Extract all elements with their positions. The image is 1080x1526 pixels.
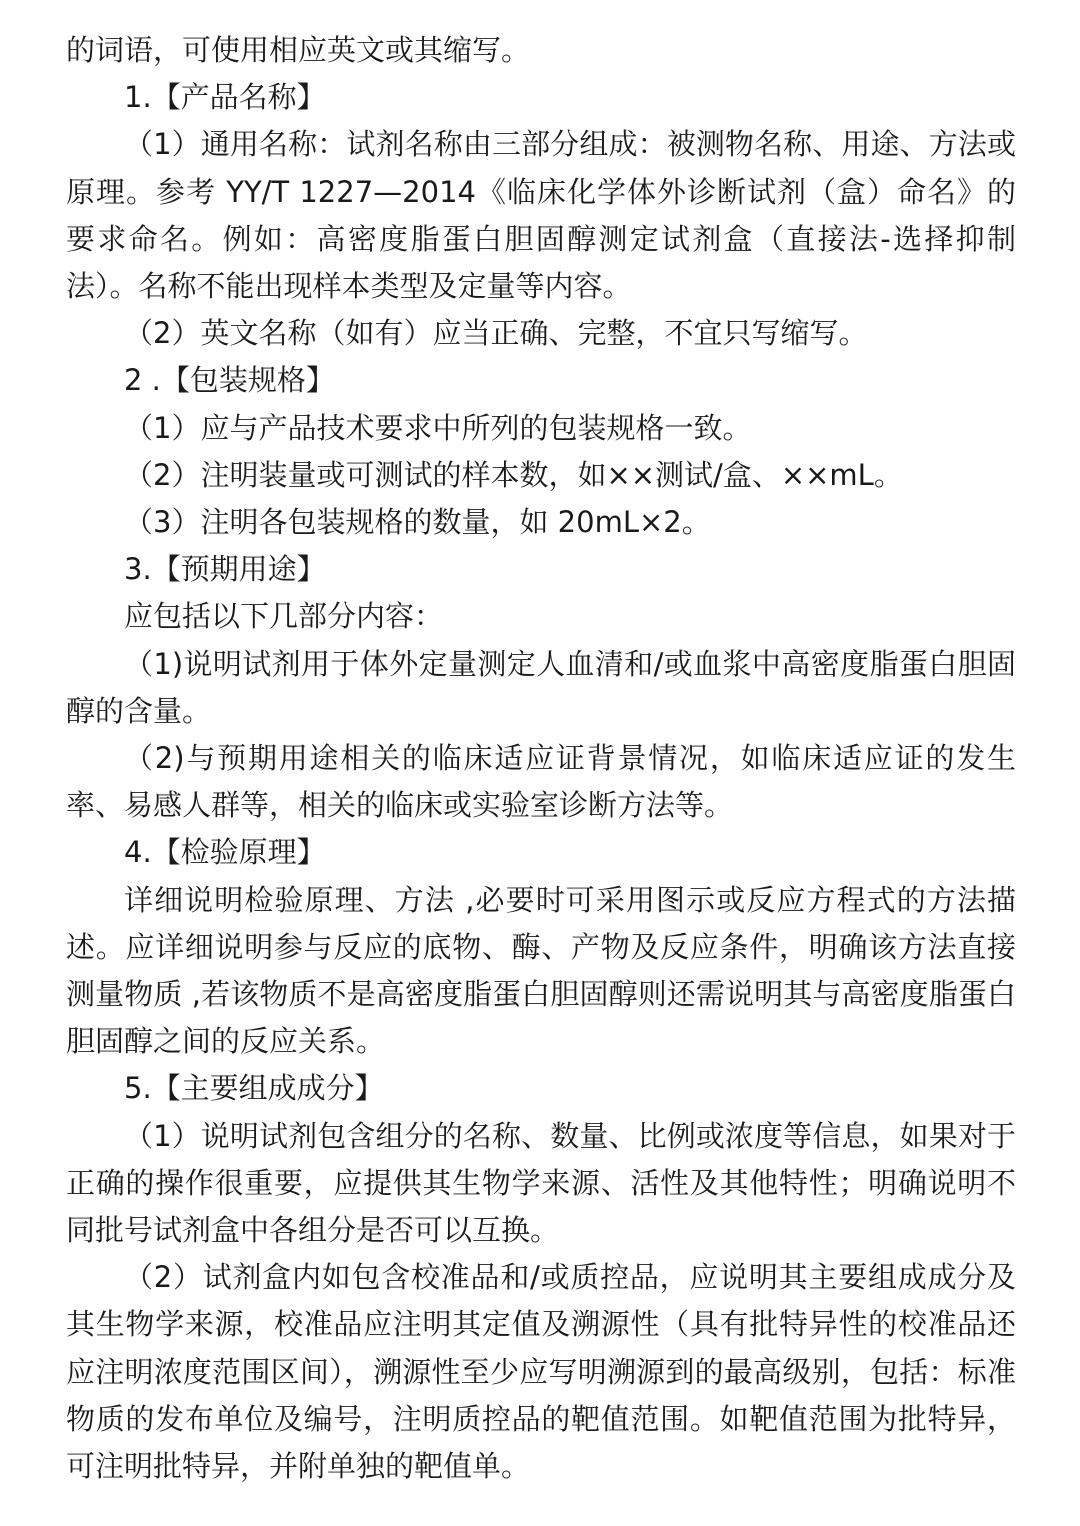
heading-main-components: 5.【主要组成成分】 xyxy=(124,1071,384,1106)
paragraph-main-components-1: （1）说明试剂包含组分的名称、数量、比例或浓度等信息，如果对于正确的操作很重要，应提供其生物学来源、活性及其他特性；明确说明不同批号试剂盒中各组分是否可以互换。 xyxy=(66,1118,1016,1248)
heading-package-spec: 2 .【包装规格】 xyxy=(124,363,335,398)
paragraph-package-spec-2: （2）注明装量或可测试的样本数，如××测试/盒、××mL。 xyxy=(124,457,903,492)
paragraph-package-spec-3: （3）注明各包装规格的数量，如 20mL×2。 xyxy=(124,505,711,540)
paragraph-intro-continuation: 的词语，可使用相应英文或其缩写。 xyxy=(66,33,531,67)
document-body xyxy=(66,27,1016,1490)
paragraph-test-principle: 详细说明检验原理、方法 ,必要时可采用图示或反应方程式的方法描述。应详细说明参与反应的底物、酶、产物及反应条件，明确该方法直接测量物质 ,若该物质不是高密度脂蛋白胆固醇则还需说明其与高密度脂蛋白胆固醇之间的反应关系。 xyxy=(66,882,1016,1059)
paragraph-english-name: （2）英文名称（如有）应当正确、完整，不宜只写缩写。 xyxy=(124,316,868,351)
paragraph-intended-use-2: （2)与预期用途相关的临床适应证背景情况，如临床适应证的发生率、易感人群等，相关的临床或实验室诊断方法等。 xyxy=(66,741,1016,823)
paragraph-common-name: （1）通用名称：试剂名称由三部分组成：被测物名称、用途、方法或原理。参考 YY/T 1227—2014《临床化学体外诊断试剂（盒）命名》的要求命名。例如：高密度脂蛋白胆固醇测定试剂盒（直接法-选择抑制法）。名称不能出现样本类型及定量等内容。 xyxy=(66,127,1016,304)
heading-intended-use: 3.【预期用途】 xyxy=(124,552,326,587)
heading-test-principle: 4.【检验原理】 xyxy=(124,835,326,870)
paragraph-package-spec-1: （1）应与产品技术要求中所列的包装规格一致。 xyxy=(124,410,752,445)
paragraph-intended-use-1: （1)说明试剂用于体外定量测定人血清和/或血浆中高密度脂蛋白胆固醇的含量。 xyxy=(66,646,1016,728)
heading-product-name: 1.【产品名称】 xyxy=(124,80,326,115)
paragraph-intended-use-intro: 应包括以下几部分内容： xyxy=(124,599,444,634)
paragraph-main-components-2: （2）试剂盒内如包含校准品和/或质控品，应说明其主要组成成分及其生物学来源，校准品应注明其定值及溯源性（具有批特异性的校准品还应注明浓度范围区间），溯源性至少应写明溯源到的最高级别，包括：标准物质的发布单位及编号，注明质控品的靶值范围。如靶值范围为批特异，可注明批特异，并附单独的靶值单。 xyxy=(66,1260,1016,1484)
